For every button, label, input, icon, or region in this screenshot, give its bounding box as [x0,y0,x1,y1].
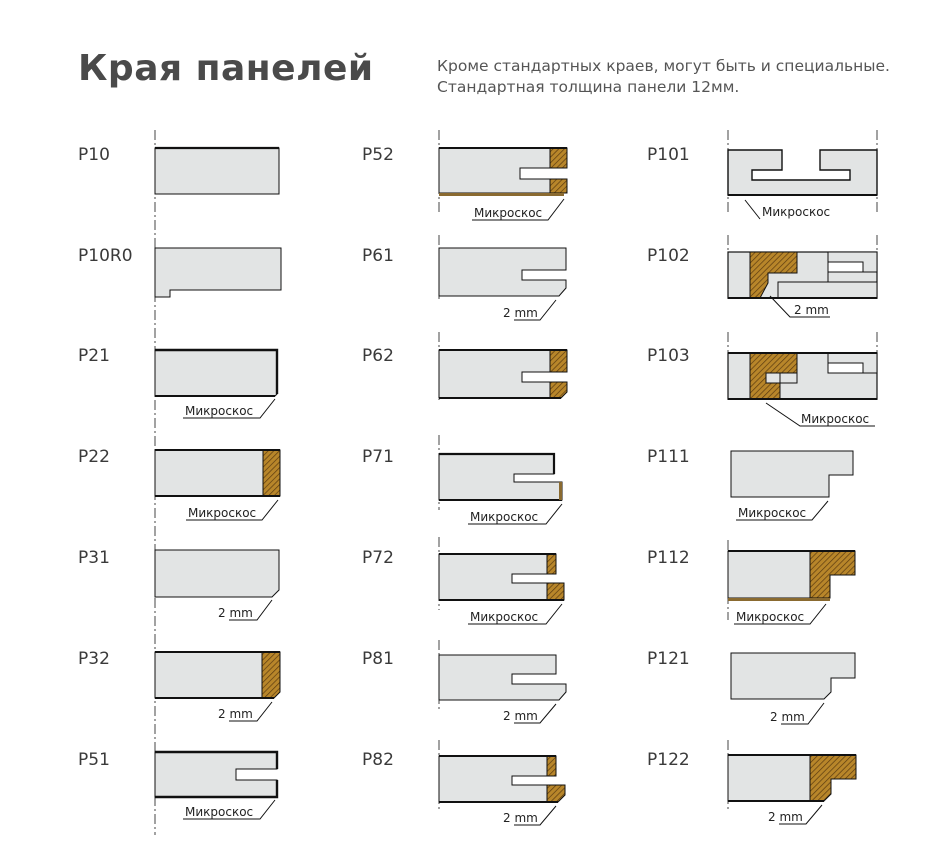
label-microbevel: Микроскос [762,205,831,219]
profile-code: P81 [362,649,394,669]
profile-p51-shape [155,752,277,797]
label-2mm: 2 mm [768,810,803,824]
profile-code: P62 [362,346,394,366]
label-microbevel: Микроскос [470,510,539,524]
label-2mm: 2 mm [503,306,538,320]
profile-p81-shape [439,655,566,700]
label-microbevel: Микроскос [474,206,543,220]
profile-p52-shape [439,148,550,193]
profile-code: P122 [647,750,690,770]
profile-code: P111 [647,447,690,467]
profile-p10r0-shape [155,248,281,297]
profile-code: P51 [78,750,110,770]
profile-p22-shape [155,450,263,496]
profile-p71-shape [439,454,562,500]
label-microbevel: Микроскос [736,610,805,624]
profile-code: P112 [647,548,690,568]
profile-code: P32 [78,649,110,669]
label-microbevel: Микроскос [188,506,257,520]
label-2mm: 2 mm [503,811,538,825]
profile-code: P121 [647,649,690,669]
profile-code: P103 [647,346,690,366]
label-microbevel: Микроскос [185,404,254,418]
profile-code: P31 [78,548,110,568]
profile-code: P22 [78,447,110,467]
profile-p122-shape [728,755,810,801]
profile-p21-shape [155,350,277,396]
profile-p101-shape [728,150,877,195]
label-2mm: 2 mm [794,303,829,317]
label-microbevel: Микроскос [185,805,254,819]
profile-p10-shape [155,148,279,194]
profile-p121-shape [731,653,855,699]
label-microbevel: Микроскос [470,610,539,624]
profile-p112-shape [728,551,810,598]
profile-code: P61 [362,246,394,266]
label-microbevel: Микроскос [738,506,807,520]
profile-p72-shape [439,554,547,600]
profile-code: P52 [362,145,394,165]
profile-p62-shape [439,350,550,398]
profile-p31-shape [155,550,279,597]
description-line-1: Кроме стандартных краев, могут быть и специальные. [437,57,890,75]
profile-p61-shape [439,248,566,296]
profile-p32-shape [155,652,262,698]
label-microbevel: Микроскос [801,412,870,426]
profile-p111-shape [731,451,853,497]
description-line-2: Стандартная толщина панели 12мм. [437,78,740,96]
profile-code: P101 [647,145,690,165]
label-2mm: 2 mm [770,710,805,724]
page-title: Края панелей [78,48,374,89]
profile-code: P82 [362,750,394,770]
profile-code: P10 [78,145,110,165]
profile-code: P72 [362,548,394,568]
label-2mm: 2 mm [503,709,538,723]
profile-code: P102 [647,246,690,266]
label-2mm: 2 mm [218,606,253,620]
label-2mm: 2 mm [218,707,253,721]
profile-code: P71 [362,447,394,467]
profile-code: P10R0 [78,246,133,266]
profile-p82-shape [439,756,547,802]
profile-code: P21 [78,346,110,366]
